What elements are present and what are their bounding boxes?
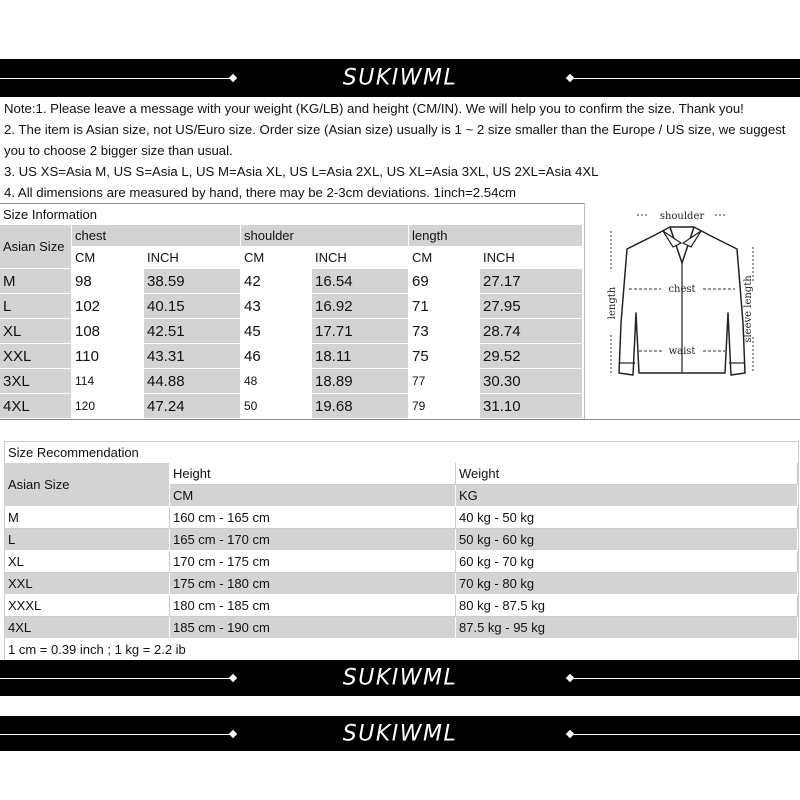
rec-weight-unit: KG — [456, 485, 798, 507]
banner-rule-left — [0, 734, 230, 735]
shoulder-cm: 45 — [241, 319, 312, 344]
shoulder-label: shoulder — [659, 211, 705, 222]
length-inch: 28.74 — [480, 319, 583, 344]
note-1: Note:1. Please leave a message with your weight (KG/LB) and height (CM/IN). We will help you to confirm the size. Thank you! — [4, 101, 744, 116]
rec-size: XXL — [5, 573, 170, 595]
rec-size: 4XL — [5, 617, 170, 639]
length-cm: 75 — [409, 344, 480, 369]
chest-cm: 114 — [72, 369, 144, 394]
banner-rule-right — [574, 78, 800, 79]
shoulder-cm: 43 — [241, 294, 312, 319]
rec-weight: 70 kg - 80 kg — [456, 573, 798, 595]
length-cm: 71 — [409, 294, 480, 319]
size-notes — [0, 97, 800, 203]
rec-height: 175 cm - 180 cm — [170, 573, 456, 595]
rec-weight: 80 kg - 87.5 kg — [456, 595, 798, 617]
rec-height: 185 cm - 190 cm — [170, 617, 456, 639]
divider — [0, 419, 800, 420]
length-inch: 29.52 — [480, 344, 583, 369]
length-label: length — [607, 286, 618, 320]
chest-header: chest — [72, 225, 241, 247]
sleeve-length-label: sleeve length — [743, 275, 754, 343]
unit-length-inch: INCH — [480, 247, 583, 269]
length-cm: 77 — [409, 369, 480, 394]
shoulder-inch: 16.54 — [312, 269, 409, 294]
size-rec-title: Size Recommendation — [5, 442, 798, 463]
banner-rule-right — [574, 678, 800, 679]
brand-name: SUKIWML — [342, 65, 458, 91]
chest-cm: 98 — [72, 269, 144, 294]
chest-inch: 44.88 — [144, 369, 241, 394]
banner-diamond-right — [566, 729, 574, 737]
length-inch: 27.95 — [480, 294, 583, 319]
rec-height-unit: CM — [170, 485, 456, 507]
length-cm: 73 — [409, 319, 480, 344]
size-label: XXL — [0, 344, 72, 369]
chest-cm: 110 — [72, 344, 144, 369]
chest-inch: 40.15 — [144, 294, 241, 319]
note-3: 3. US XS=Asia M, US S=Asia L, US M=Asia XL, US L=Asia 2XL, US XL=Asia 3XL, US 2XL=Asia 4XL — [4, 164, 599, 179]
banner-rule-left — [0, 678, 230, 679]
rec-size: XXXL — [5, 595, 170, 617]
bottom-banner — [0, 716, 800, 751]
length-header: length — [409, 225, 583, 247]
banner-diamond-right — [566, 674, 574, 682]
size-label: 3XL — [0, 369, 72, 394]
length-cm: 69 — [409, 269, 480, 294]
chest-inch: 42.51 — [144, 319, 241, 344]
rec-weight: 50 kg - 60 kg — [456, 529, 798, 551]
rec-weight: 87.5 kg - 95 kg — [456, 617, 798, 639]
length-inch: 30.30 — [480, 369, 583, 394]
shoulder-cm: 48 — [241, 369, 312, 394]
brand-name: SUKIWML — [342, 665, 458, 691]
rec-size: XL — [5, 551, 170, 573]
length-cm: 79 — [409, 394, 480, 419]
banner-diamond-right — [566, 74, 574, 82]
rec-weight: 60 kg - 70 kg — [456, 551, 798, 573]
asian-size-header: Asian Size — [0, 225, 72, 269]
banner-diamond-left — [229, 74, 237, 82]
size-info-title: Size Information — [0, 204, 583, 225]
rec-weight-header: Weight — [456, 463, 798, 485]
rec-height: 160 cm - 165 cm — [170, 507, 456, 529]
chest-cm: 120 — [72, 394, 144, 419]
banner-rule-right — [574, 734, 800, 735]
note-2-continued: you to choose 2 bigger size than usual. — [4, 143, 233, 158]
chest-label: chest — [668, 284, 696, 295]
size-label: M — [0, 269, 72, 294]
shoulder-inch: 18.11 — [312, 344, 409, 369]
shoulder-inch: 16.92 — [312, 294, 409, 319]
banner-rule-left — [0, 78, 230, 79]
banner-diamond-left — [229, 674, 237, 682]
waist-label: waist — [668, 346, 696, 357]
rec-height: 180 cm - 185 cm — [170, 595, 456, 617]
unit-shoulder-cm: CM — [241, 247, 312, 269]
measurement-diagram — [584, 203, 800, 419]
shoulder-header: shoulder — [241, 225, 409, 247]
chest-inch: 47.24 — [144, 394, 241, 419]
chest-cm: 102 — [72, 294, 144, 319]
rec-height-header: Height — [170, 463, 456, 485]
shirt-illustration — [585, 203, 800, 419]
chest-cm: 108 — [72, 319, 144, 344]
unit-chest-cm: CM — [72, 247, 144, 269]
unit-shoulder-inch: INCH — [312, 247, 409, 269]
shoulder-inch: 17.71 — [312, 319, 409, 344]
length-inch: 27.17 — [480, 269, 583, 294]
size-label: XL — [0, 319, 72, 344]
banner-diamond-left — [229, 729, 237, 737]
shoulder-inch: 18.89 — [312, 369, 409, 394]
shoulder-cm: 46 — [241, 344, 312, 369]
rec-height: 170 cm - 175 cm — [170, 551, 456, 573]
rec-size: M — [5, 507, 170, 529]
chest-inch: 38.59 — [144, 269, 241, 294]
note-4: 4. All dimensions are measured by hand, there may be 2-3cm deviations. 1inch=2.54cm — [4, 185, 517, 200]
chest-inch: 43.31 — [144, 344, 241, 369]
note-2: 2. The item is Asian size, not US/Euro size. Order size (Asian size) usually is 1 ~ 2 size smaller than the Europe / US size, we suggest — [4, 122, 786, 137]
rec-size: L — [5, 529, 170, 551]
rec-asian-size-header: Asian Size — [5, 463, 170, 507]
size-label: 4XL — [0, 394, 72, 419]
rec-weight: 40 kg - 50 kg — [456, 507, 798, 529]
shoulder-cm: 42 — [241, 269, 312, 294]
rec-height: 165 cm - 170 cm — [170, 529, 456, 551]
shoulder-inch: 19.68 — [312, 394, 409, 419]
length-inch: 31.10 — [480, 394, 583, 419]
unit-chest-inch: INCH — [144, 247, 241, 269]
shoulder-cm: 50 — [241, 394, 312, 419]
middle-banner — [0, 660, 800, 696]
size-label: L — [0, 294, 72, 319]
brand-name: SUKIWML — [342, 721, 458, 746]
top-banner — [0, 59, 800, 97]
unit-length-cm: CM — [409, 247, 480, 269]
conversion-note: 1 cm = 0.39 inch ; 1 kg = 2.2 ib — [5, 639, 798, 660]
